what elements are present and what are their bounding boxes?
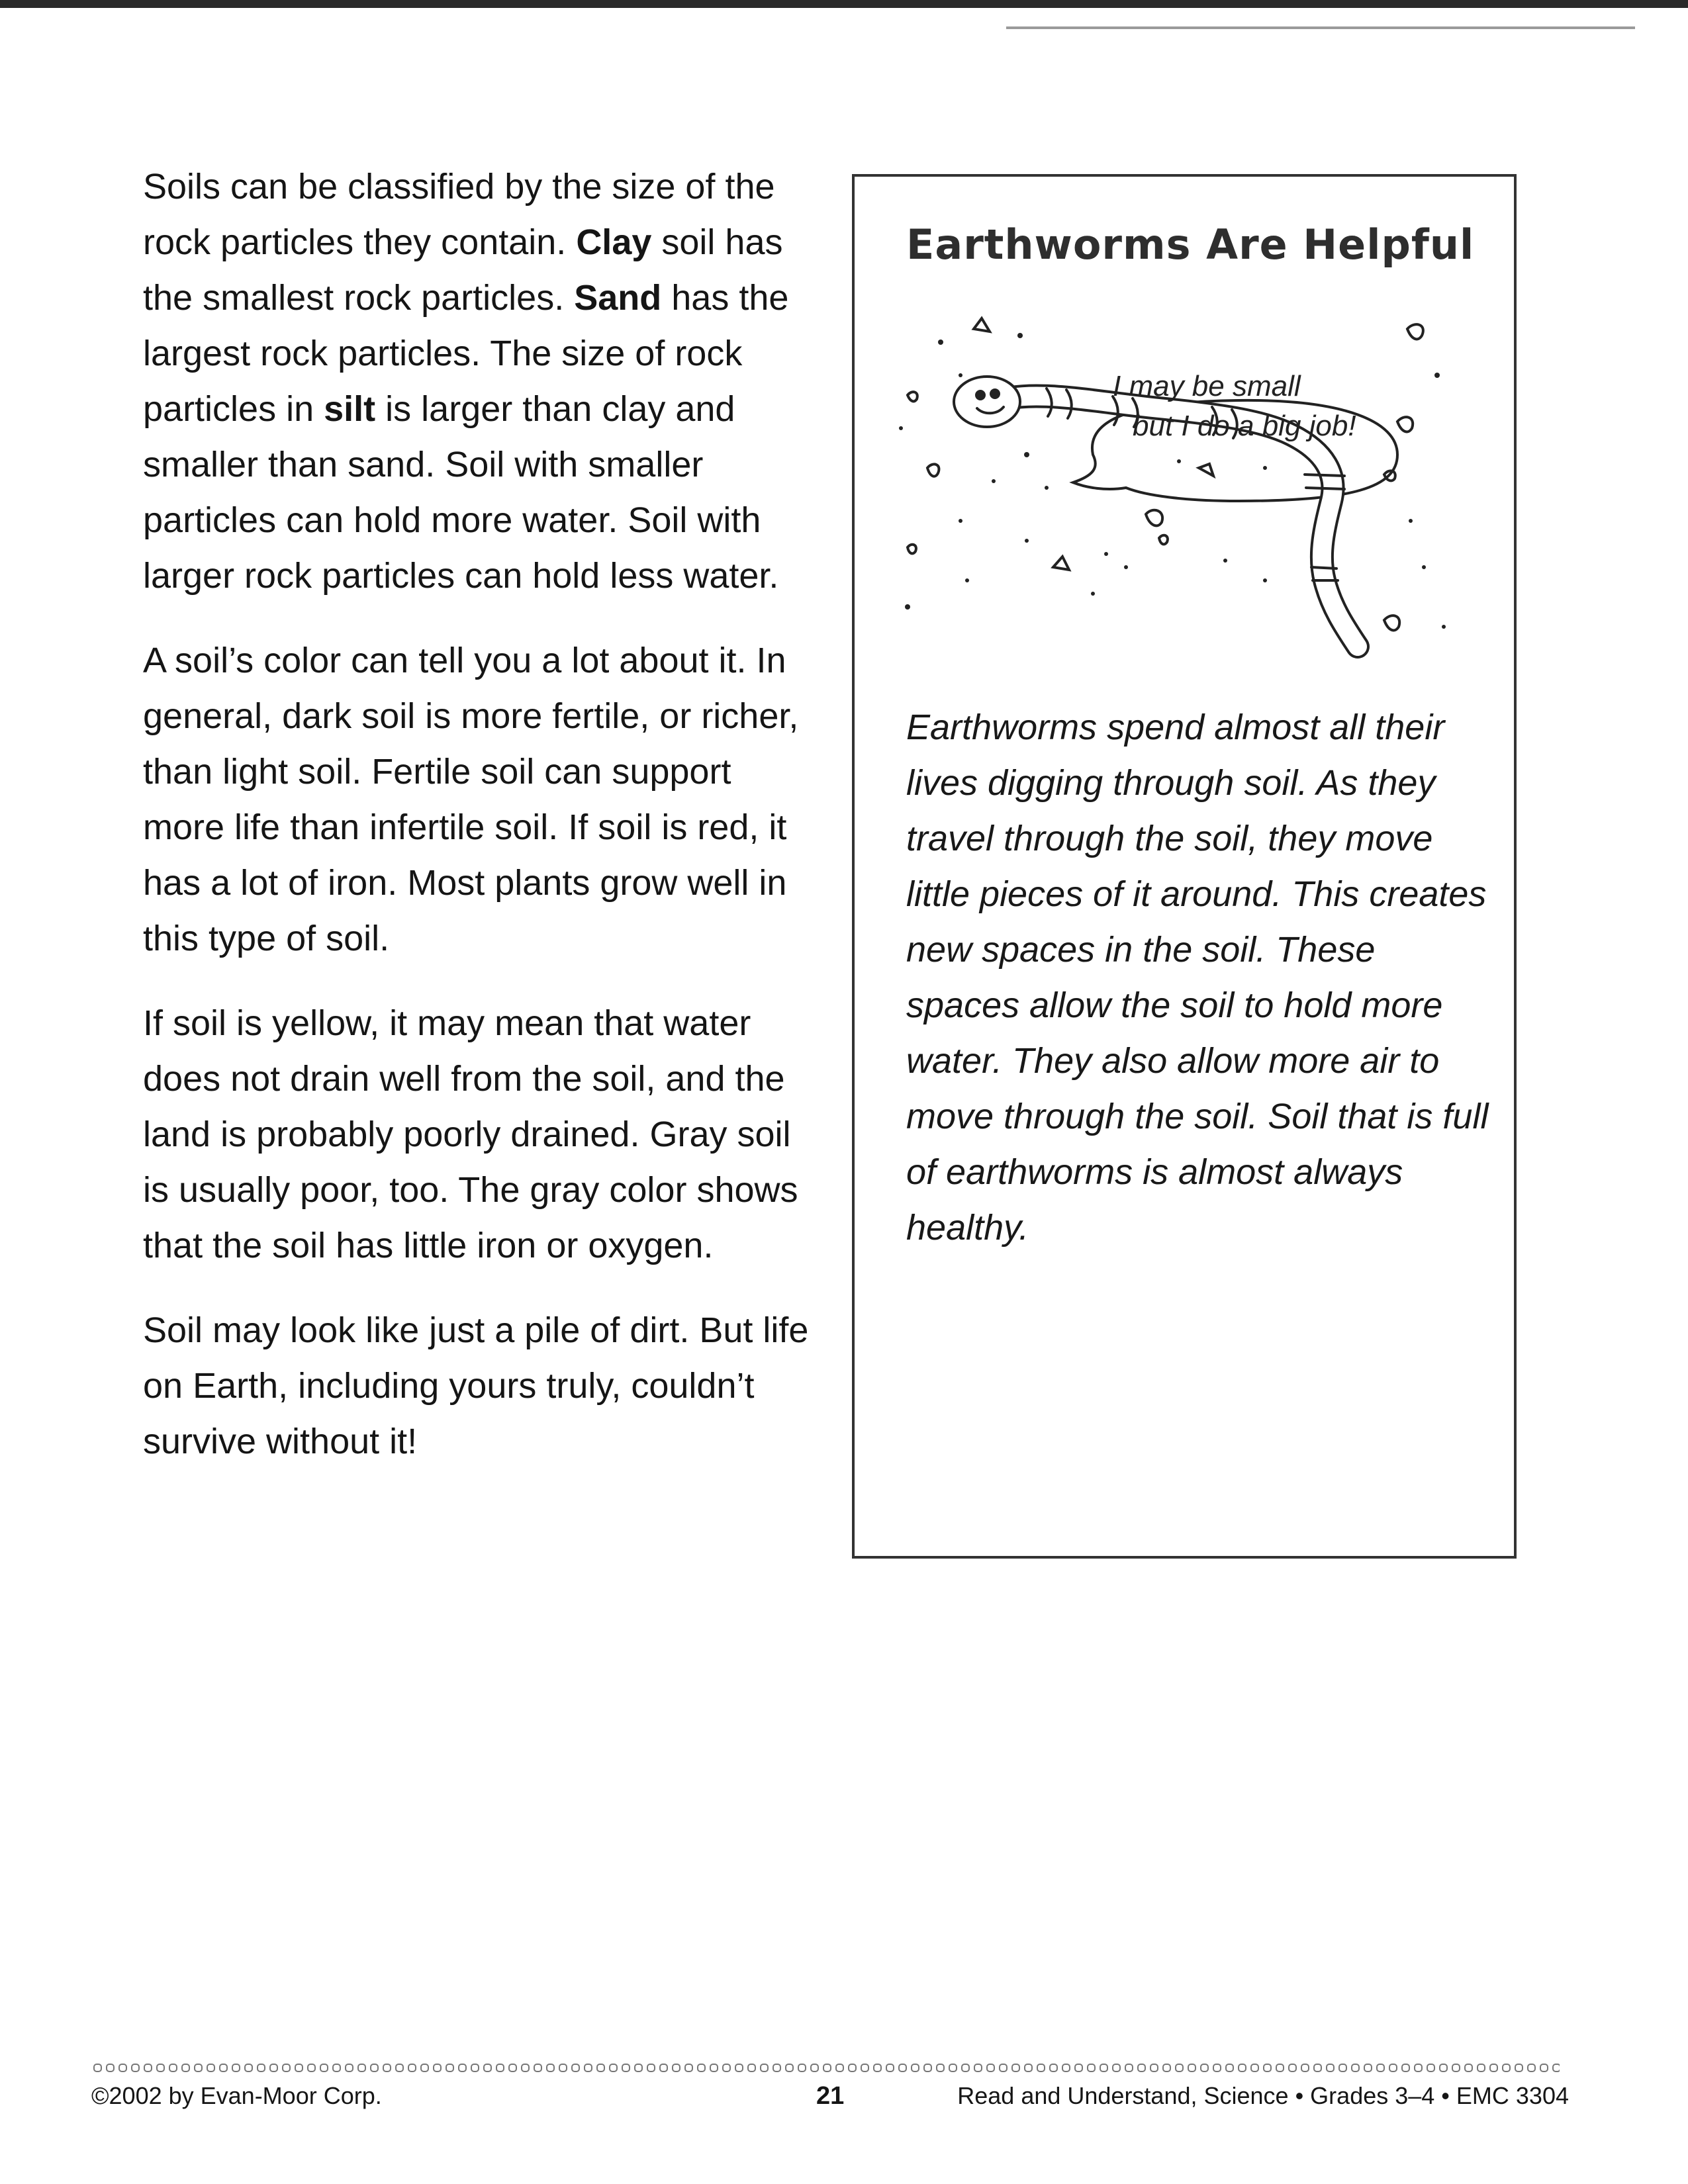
top-scan-rule: [0, 0, 1688, 8]
earthworm-sidebar-box: [852, 174, 1517, 1559]
top-scan-rule-secondary: [1006, 26, 1635, 29]
text-segment: If soil is yellow, it may mean that water does not drain well from the soil, and the land is probably poorly drained. Gray soil is usually poor, too. The gray color shows that the soil has little iron or oxygen.: [143, 1003, 798, 1265]
text-segment: Soils can be classified by the size of the rock particles they contain.: [143, 167, 775, 262]
paragraph-conclusion: [143, 1302, 818, 1469]
sidebar-body-text: Earthworms spend almost all their lives digging through soil. As they travel through the soil, they move little pieces of it around. This creates new spaces in the soil. These spaces allow the soil to hold more water. They also allow more air to move through the soil. Soil that is full of earthworms is almost always healthy.: [906, 707, 1489, 1248]
paragraph-soil-classification: [143, 159, 818, 604]
paragraph-soil-color: [143, 633, 818, 966]
text-segment: A soil’s color can tell you a lot about it. In general, dark soil is more fertile, or richer, than light soil. Fertile soil can support more life than infertile soil. If soil is red, it has a lot of iron. Most plants grow well in this type of soil.: [143, 641, 799, 958]
bold-term: Clay: [576, 222, 652, 262]
page-number: 21: [816, 2082, 845, 2110]
sidebar-title: Earthworms Are Helpful: [906, 220, 1475, 269]
text-segment: soil has the smallest rock particles.: [143, 222, 783, 318]
text-segment: has the largest rock particles. The size of rock particles in: [143, 278, 789, 429]
paragraph-yellow-gray-soil: [143, 995, 818, 1273]
text-segment: is larger than clay and smaller than sand. Soil with smaller particles can hold more water. Soil with larger rock particles can hold less water.: [143, 389, 779, 596]
speech-bubble-line-2: but I do a big job!: [1133, 410, 1356, 442]
footer-copyright: ©2002 by Evan-Moor Corp.: [91, 2082, 382, 2109]
speech-bubble-line-1: I may be small: [1113, 370, 1301, 402]
main-text-column: [143, 159, 818, 1498]
bold-term: Sand: [574, 278, 662, 318]
bold-term: silt: [324, 389, 376, 429]
footer-decorative-border: [90, 2062, 1560, 2074]
text-segment: Soil may look like just a pile of dirt. But life on Earth, including yours truly, couldn’t survive without it!: [143, 1310, 809, 1461]
earthworm-illustration: [894, 302, 1464, 673]
footer-book-info: Read and Understand, Science • Grades 3–4 • EMC 3304: [957, 2082, 1569, 2109]
